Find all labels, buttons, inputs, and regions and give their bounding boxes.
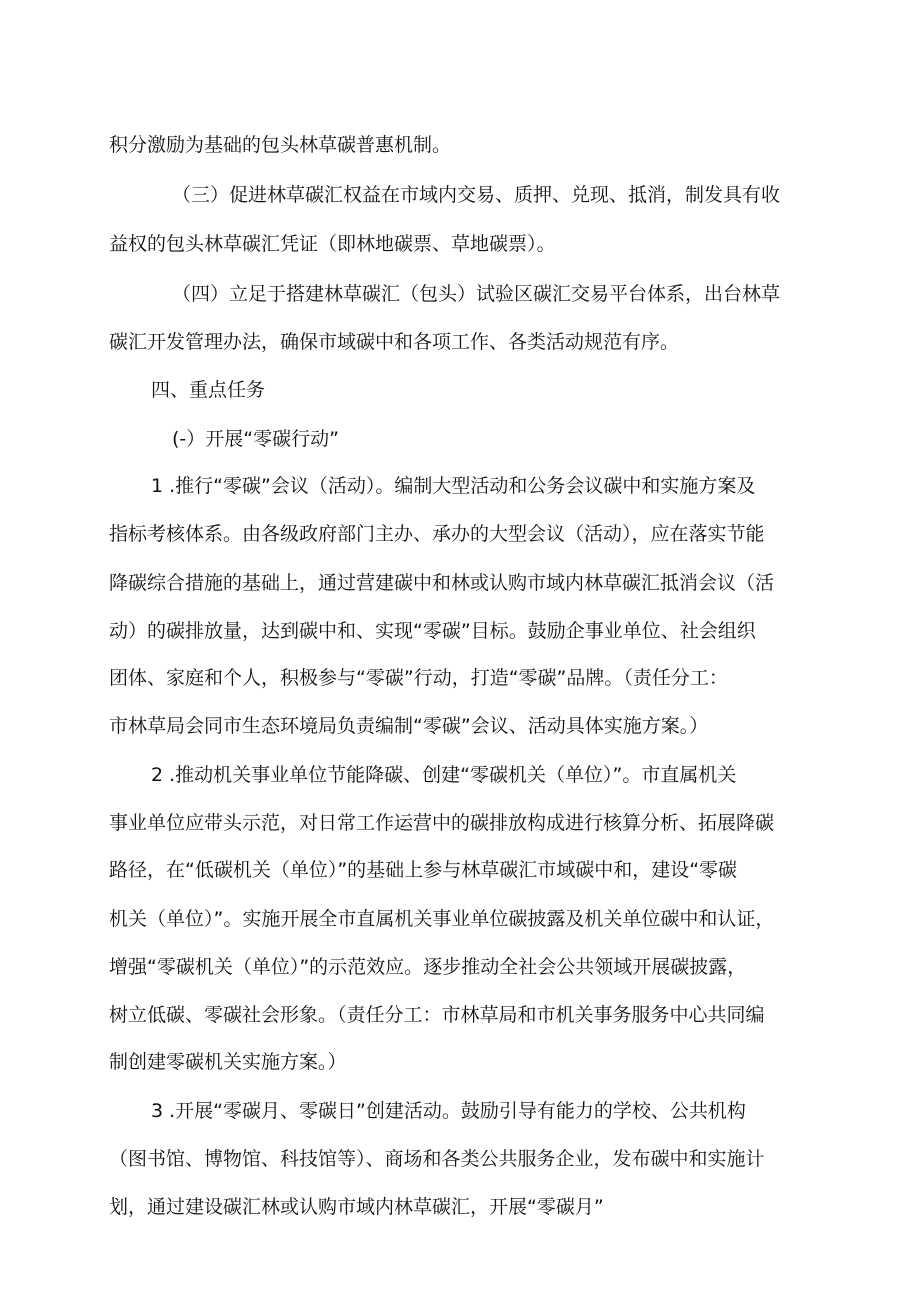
text-line: 树立低碳、零碳社会形象。（责任分工：市林草局和市机关事务服务中心共同编: [109, 1004, 765, 1026]
text-line: （四）立足于搭建林草碳汇（包头）试验区碳汇交易平台体系，出台林草: [172, 283, 781, 305]
text-line: （图书馆、博物馆、科技馆等）、商场和各类公共服务企业，发布碳中和实施计: [109, 1148, 765, 1170]
text-line: 指标考核体系。由各级政府部门主办、承办的大型会议（活动），应在落实节能: [109, 523, 765, 545]
section-heading: 四、重点任务: [151, 379, 266, 401]
text-line: 1 .推行“零碳”会议（活动）。编制大型活动和公务会议碳中和实施方案及: [151, 475, 756, 497]
subsection-heading: (-）开展“零碳行动”: [172, 428, 339, 450]
text-line: 3 .开展“零碳月、零碳日”创建活动。鼓励引导有能力的学校、公共机构: [151, 1100, 746, 1122]
text-line: 市林草局会同市生态环境局负责编制“零碳”会议、活动具体实施方案。）: [109, 715, 709, 737]
text-line: 动）的碳排放量，达到碳中和、实现“零碳”目标。鼓励企事业单位、社会组织: [109, 620, 756, 642]
text-line: 制创建零碳机关实施方案。）: [109, 1051, 347, 1073]
text-line: 益权的包头林草碳汇凭证（即林地碳票、草地碳票）。: [109, 233, 556, 255]
text-line: 路径，在“低碳机关（单位）”的基础上参与林草碳汇市域碳中和，建设“零碳: [109, 859, 738, 881]
text-line: 团体、家庭和个人，积极参与“零碳”行动，打造“零碳”品牌。（责任分工：: [109, 667, 728, 689]
text-line: 积分激励为基础的包头林草碳普惠机制。: [109, 134, 452, 156]
text-line: 2 .推动机关事业单位节能降碳、创建“零碳机关（单位）”。市直属机关: [151, 764, 737, 786]
text-line: 增强“零碳机关（单位）”的示范效应。逐步推动全社会公共领域开展碳披露，: [109, 956, 747, 978]
text-line: （三）促进林草碳汇权益在市域内交易、质押、兑现、抵消，制发具有收: [172, 184, 781, 206]
text-line: 机关（单位）”。实施开展全市直属机关事业单位碳披露及机关单位碳中和认证，: [109, 908, 775, 930]
text-line: 降碳综合措施的基础上，通过营建碳中和林或认购市域内林草碳汇抵消会议（活: [109, 572, 775, 594]
text-line: 碳汇开发管理办法，确保市域碳中和各项工作、各类活动规范有序。: [109, 331, 680, 353]
text-line: 划，通过建设碳汇林或认购市域内林草碳汇，开展“零碳月”: [109, 1196, 604, 1218]
text-line: 事业单位应带头示范，对日常工作运营中的碳排放构成进行核算分析、拓展降碳: [109, 812, 775, 834]
